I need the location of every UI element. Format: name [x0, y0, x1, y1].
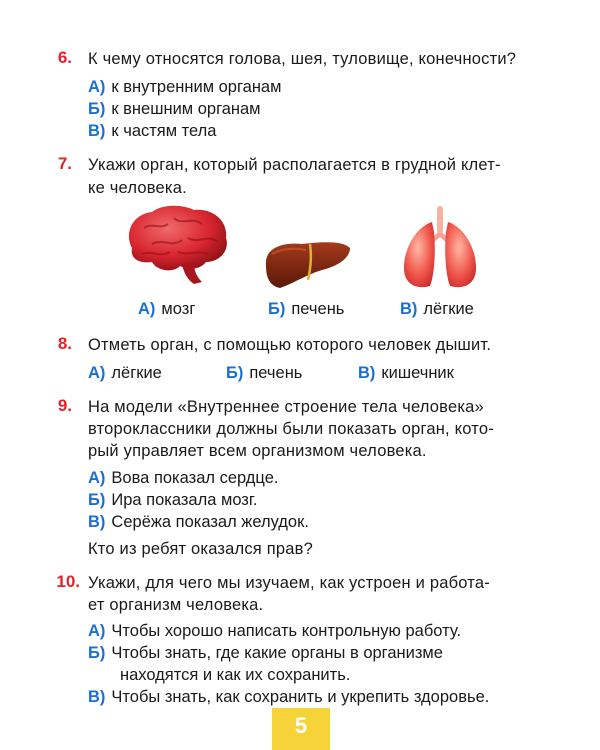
- option-text: к частям тела: [111, 122, 217, 140]
- question-followup: Кто из ребят оказался прав?: [88, 540, 313, 558]
- question-number: 8.: [57, 334, 72, 353]
- answer-option[interactable]: [88, 642, 443, 664]
- option-text: печень: [249, 364, 303, 382]
- question-text-line: Укажи, для чего мы изучаем, как устроен и работа-: [88, 574, 490, 592]
- option-text: Ира показала мозг.: [111, 491, 258, 509]
- liver-icon[interactable]: [262, 236, 352, 290]
- question-number: 9.: [57, 396, 72, 415]
- option-text: к внутренним органам: [111, 78, 282, 96]
- option-text: Чтобы знать, где какие органы в организме: [111, 644, 443, 662]
- answer-option[interactable]: [88, 76, 281, 98]
- option-letter: А): [88, 78, 106, 96]
- option-text: Вова показал сердце.: [111, 469, 279, 487]
- option-letter: В): [400, 300, 418, 318]
- option-text: мозг: [161, 300, 196, 318]
- answer-option[interactable]: [88, 120, 216, 142]
- option-text: кишечник: [381, 364, 454, 382]
- option-letter: Б): [88, 491, 106, 509]
- option-letter: Б): [88, 644, 106, 662]
- option-letter: Б): [88, 100, 106, 118]
- option-letter: А): [88, 622, 106, 640]
- option-letter: А): [88, 469, 106, 487]
- option-text: Чтобы хорошо написать контрольную работу.: [111, 622, 462, 640]
- lungs-icon[interactable]: [398, 204, 482, 292]
- answer-option[interactable]: [88, 686, 489, 708]
- question-text-line: Укажи орган, который располагается в грудной клет-: [88, 156, 501, 174]
- option-text: лёгкие: [423, 300, 474, 318]
- option-letter: В): [88, 122, 106, 140]
- option-letter: В): [88, 513, 106, 531]
- question-text-line: рый управляет всем организмом человека.: [88, 442, 427, 460]
- question-text-line: ет организм человека.: [88, 596, 264, 614]
- answer-option[interactable]: [88, 98, 261, 120]
- question-text: К чему относятся голова, шея, туловище, конечности?: [88, 50, 517, 68]
- option-text: печень: [291, 300, 345, 318]
- answer-option[interactable]: [88, 620, 461, 642]
- option-letter: В): [88, 688, 106, 706]
- question-text-line: второклассники должны были показать орган, кото-: [88, 420, 494, 438]
- answer-option[interactable]: [226, 362, 302, 384]
- answer-option[interactable]: [88, 511, 309, 533]
- option-letter: Б): [268, 300, 286, 318]
- option-letter: А): [138, 300, 156, 318]
- question-number: 7.: [57, 154, 72, 173]
- answer-option[interactable]: [358, 362, 454, 384]
- page-number: 5: [272, 708, 330, 750]
- question-number: 10.: [56, 572, 80, 591]
- option-letter: Б): [226, 364, 244, 382]
- option-text: Серёжа показал желудок.: [111, 513, 309, 531]
- option-text-continued: находятся и как их сохранить.: [120, 666, 351, 684]
- answer-option[interactable]: [88, 467, 278, 489]
- answer-option[interactable]: [88, 362, 162, 384]
- question-text: Отметь орган, с помощью которого человек дышит.: [88, 336, 492, 354]
- answer-option[interactable]: [268, 298, 344, 320]
- question-text-line: На модели «Внутреннее строение тела человека»: [88, 398, 484, 416]
- answer-option[interactable]: [400, 298, 474, 320]
- option-letter: В): [358, 364, 376, 382]
- option-text: Чтобы знать, как сохранить и укрепить здоровье.: [111, 688, 490, 706]
- question-number: 6.: [57, 48, 72, 67]
- answer-option[interactable]: [88, 489, 257, 511]
- option-text: лёгкие: [111, 364, 162, 382]
- brain-icon[interactable]: [122, 204, 234, 288]
- option-letter: А): [88, 364, 106, 382]
- answer-option[interactable]: [138, 298, 195, 320]
- question-text-line: ке человека.: [88, 179, 187, 197]
- option-text: к внешним органам: [111, 100, 261, 118]
